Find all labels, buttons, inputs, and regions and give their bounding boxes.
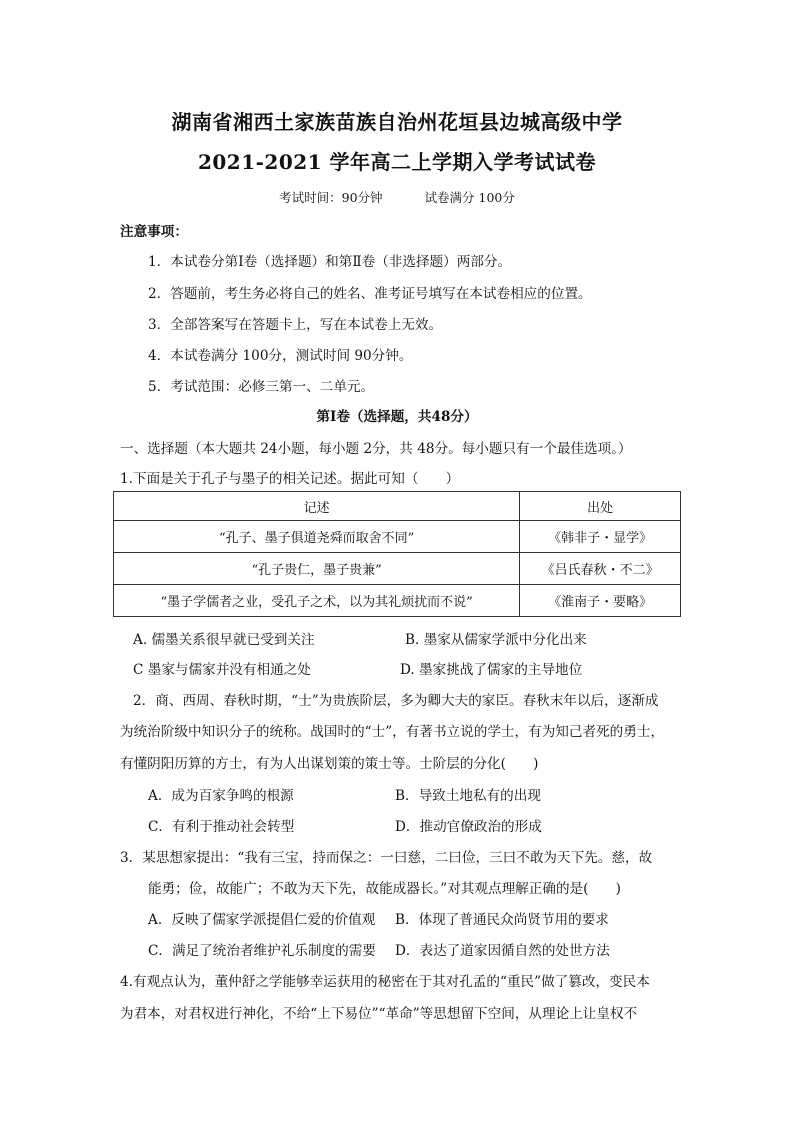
notice-item: 5．考试范围：必修三第一、二单元。 xyxy=(148,379,375,395)
option-b: B．导致土地私有的出现 xyxy=(395,788,541,804)
question-line: 3．某思想家提出：“我有三宝，持而保之：一曰慈，二曰俭，三曰不敢为天下先。慈，故 xyxy=(120,850,653,866)
notice-title: 注意事项： xyxy=(120,224,188,240)
section-title: 第Ⅰ卷（选择题，共48分） xyxy=(316,409,478,425)
table-cell: 《淮南子・要略》 xyxy=(520,585,681,617)
question-stem: 1.下面是关于孔子与墨子的相关记述。据此可知（ ） xyxy=(120,471,460,487)
option-c: C．满足了统治者维护礼乐制度的需要 xyxy=(148,943,376,959)
table-cell: 《韩非子・显学》 xyxy=(520,521,681,553)
quote-table xyxy=(113,491,681,617)
table-row xyxy=(114,585,681,617)
notice-item: 3．全部答案写在答题卡上，写在本试卷上无效。 xyxy=(148,317,443,333)
option-d: D. 墨家挑战了儒家的主导地位 xyxy=(400,662,583,678)
question-line: 为统治阶级中知识分子的统称。战国时的“士”，有著书立说的学士，有为知己者死的勇士， xyxy=(120,724,665,740)
option-a: A．反映了儒家学派提倡仁爱的价值观 xyxy=(148,912,376,928)
full-score: 试卷满分 100分 xyxy=(424,190,515,205)
table-cell: “孔子贵仁，墨子贵兼” xyxy=(114,553,520,585)
option-a: A．成为百家争鸣的根源 xyxy=(148,788,294,804)
question-line: 4.有观点认为，董仲舒之学能够幸运获用的秘密在于其对孔孟的“重民”做了篡改，变民本 xyxy=(120,974,650,990)
table-cell: “孔子、墨子俱道尧舜而取舍不同” xyxy=(114,521,520,553)
notice-item: 1．本试卷分第Ⅰ卷（选择题）和第Ⅱ卷（非选择题）两部分。 xyxy=(148,254,512,270)
table-row xyxy=(114,521,681,553)
table-row xyxy=(114,553,681,585)
exam-meta xyxy=(0,188,794,206)
notice-item: 2．答题前，考生务必将自己的姓名、准考证号填写在本试卷相应的位置。 xyxy=(148,286,592,302)
question-line: 有懂阴阳历算的方士，有为人出谋划策的策士等。士阶层的分化( ) xyxy=(120,756,539,772)
table-cell: “墨子学儒者之业，受孔子之术，以为其礼烦扰而不说” xyxy=(114,585,520,617)
section-intro: 一、选择题（本大题共 24小题，每小题 2分，共 48分。每小题只有一个最佳选项。） xyxy=(120,441,632,457)
question-line: 2．商、西周、春秋时期，“士”为贵族阶层，多为卿大夫的家臣。春秋末年以后，逐渐成 xyxy=(133,693,659,709)
option-c: C 墨家与儒家并没有相通之处 xyxy=(133,662,311,678)
option-b: B. 墨家从儒家学派中分化出来 xyxy=(405,632,587,648)
option-c: C．有利于推动社会转型 xyxy=(148,819,295,835)
table-header-row xyxy=(114,492,681,521)
exam-time: 考试时间：90分钟 xyxy=(279,190,383,205)
option-d: D．推动官僚政治的形成 xyxy=(395,819,542,835)
table-header: 出处 xyxy=(520,492,681,521)
question-line: 为君本，对君权进行神化，不给“上下易位”“革命”等思想留下空间，从理论上让皇权不 xyxy=(120,1006,638,1022)
option-a: A. 儒墨关系很早就已受到关注 xyxy=(133,632,315,648)
option-d: D．表达了道家因循自然的处世方法 xyxy=(395,943,610,959)
notice-item: 4．本试卷满分 100分，测试时间 90分钟。 xyxy=(148,348,413,364)
option-b: B．体现了普通民众尚贤节用的要求 xyxy=(395,912,609,928)
table-cell: 《吕氏春秋・不二》 xyxy=(520,553,681,585)
question-line: 能勇；俭，故能广；不敢为天下先，故能成器长。”对其观点理解正确的是( ) xyxy=(148,881,621,897)
title-line-1: 湖南省湘西土家族苗族自治州花垣县边城高级中学 xyxy=(171,110,623,134)
table-header: 记述 xyxy=(114,492,520,521)
title-line-2: 2021-2021 学年高二上学期入学考试试卷 xyxy=(197,150,597,174)
